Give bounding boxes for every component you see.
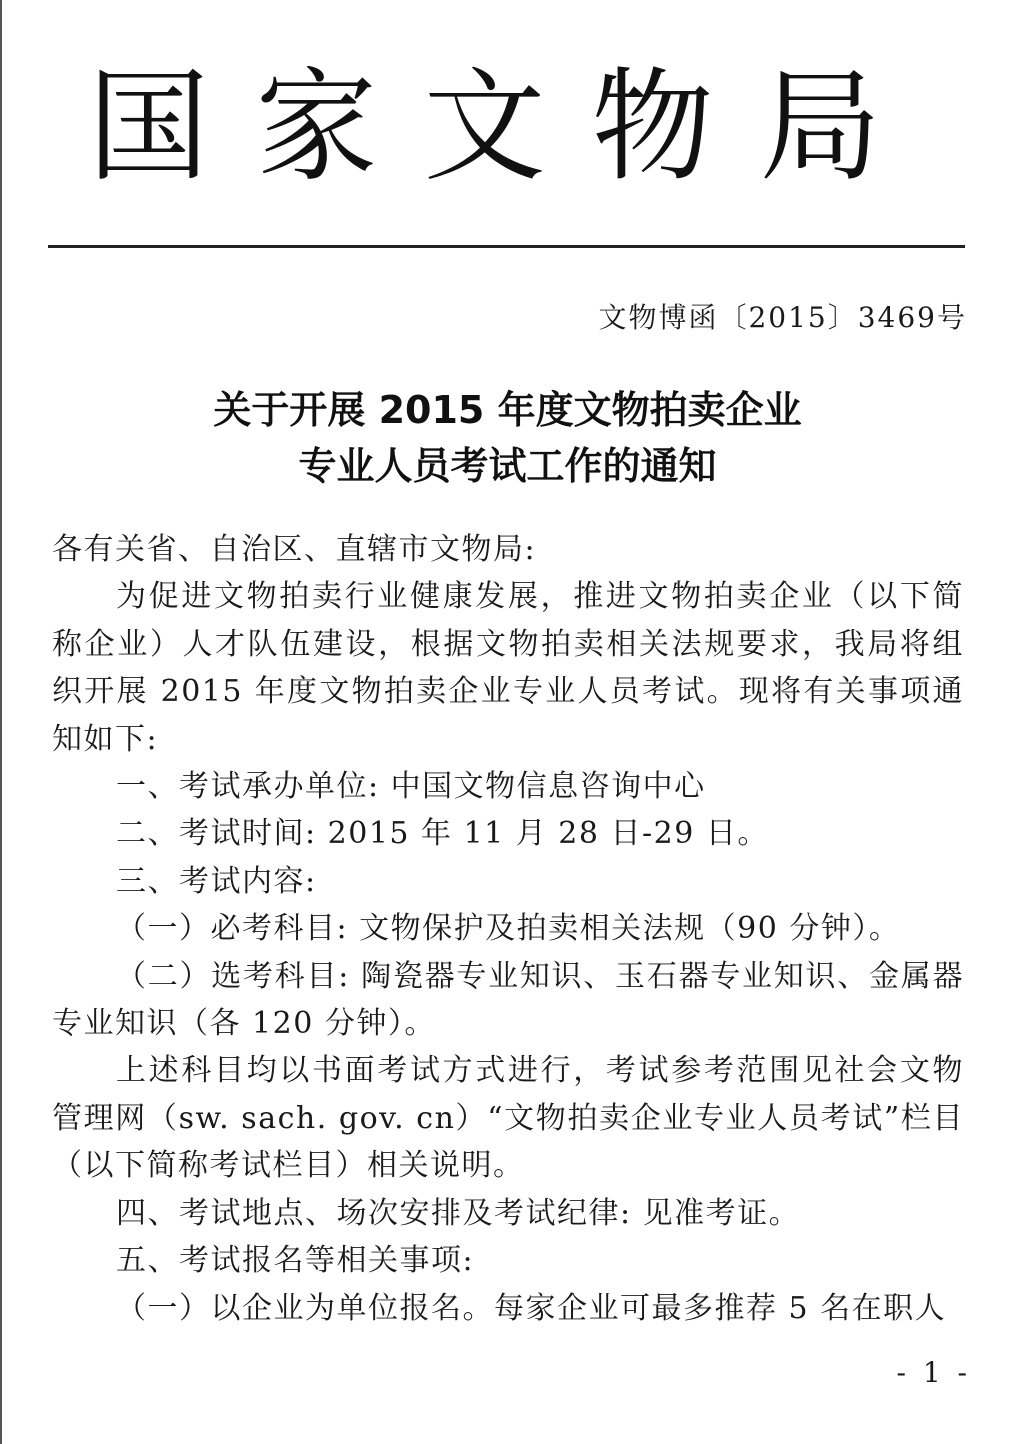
paragraph-item-5-1: （一）以企业为单位报名。每家企业可最多推荐 5 名在职人: [116, 1290, 947, 1326]
paragraph-item-1: 一、考试承办单位: 中国文物信息咨询中心: [116, 769, 706, 805]
paragraph-exam-scope: 上述科目均以书面考试方式进行，考试参考范围见社会文物管理网（sw. sach. gov. cn）“文物拍卖企业专业人员考试”栏目（以下简称考试栏目）相关说明。: [52, 1053, 964, 1184]
paragraph-intro: 为促进文物拍卖行业健康发展，推进文物拍卖企业（以下简称企业）人才队伍建设，根据文物拍卖相关法规要求，我局将组织开展 2015 年度文物拍卖企业专业人员考试。现将有关事项通知如下:: [52, 579, 964, 757]
title-line-1: 关于开展 2015 年度文物拍卖企业: [213, 388, 802, 432]
title-line-2: 专业人员考试工作的通知: [298, 444, 717, 488]
addressee: 各有关省、自治区、直辖市文物局:: [52, 532, 537, 567]
scan-edge: [0, 0, 2, 1444]
paragraph-item-3: 三、考试内容:: [116, 863, 317, 899]
paragraph-item-4: 四、考试地点、场次安排及考试纪律: 见准考证。: [116, 1195, 801, 1231]
header-divider: [48, 245, 965, 248]
paragraph-item-2: 二、考试时间: 2015 年 11 月 28 日-29 日。: [116, 816, 769, 852]
document-title: [0, 382, 1015, 494]
document-number: 文物博函〔2015〕3469号: [598, 301, 967, 334]
issuer-masthead: 国家文物局: [87, 56, 928, 198]
document-body: [52, 526, 964, 1332]
paragraph-item-3-1: （一）必考科目: 文物保护及拍卖相关法规（90 分钟）。: [116, 911, 901, 947]
paragraph-item-5: 五、考试报名等相关事项:: [116, 1243, 475, 1279]
paragraph-item-3-2: （二）选考科目: 陶瓷器专业知识、玉石器专业知识、金属器专业知识（各 120 分钟）。: [52, 958, 964, 1042]
page-number: - 1 -: [896, 1356, 971, 1389]
